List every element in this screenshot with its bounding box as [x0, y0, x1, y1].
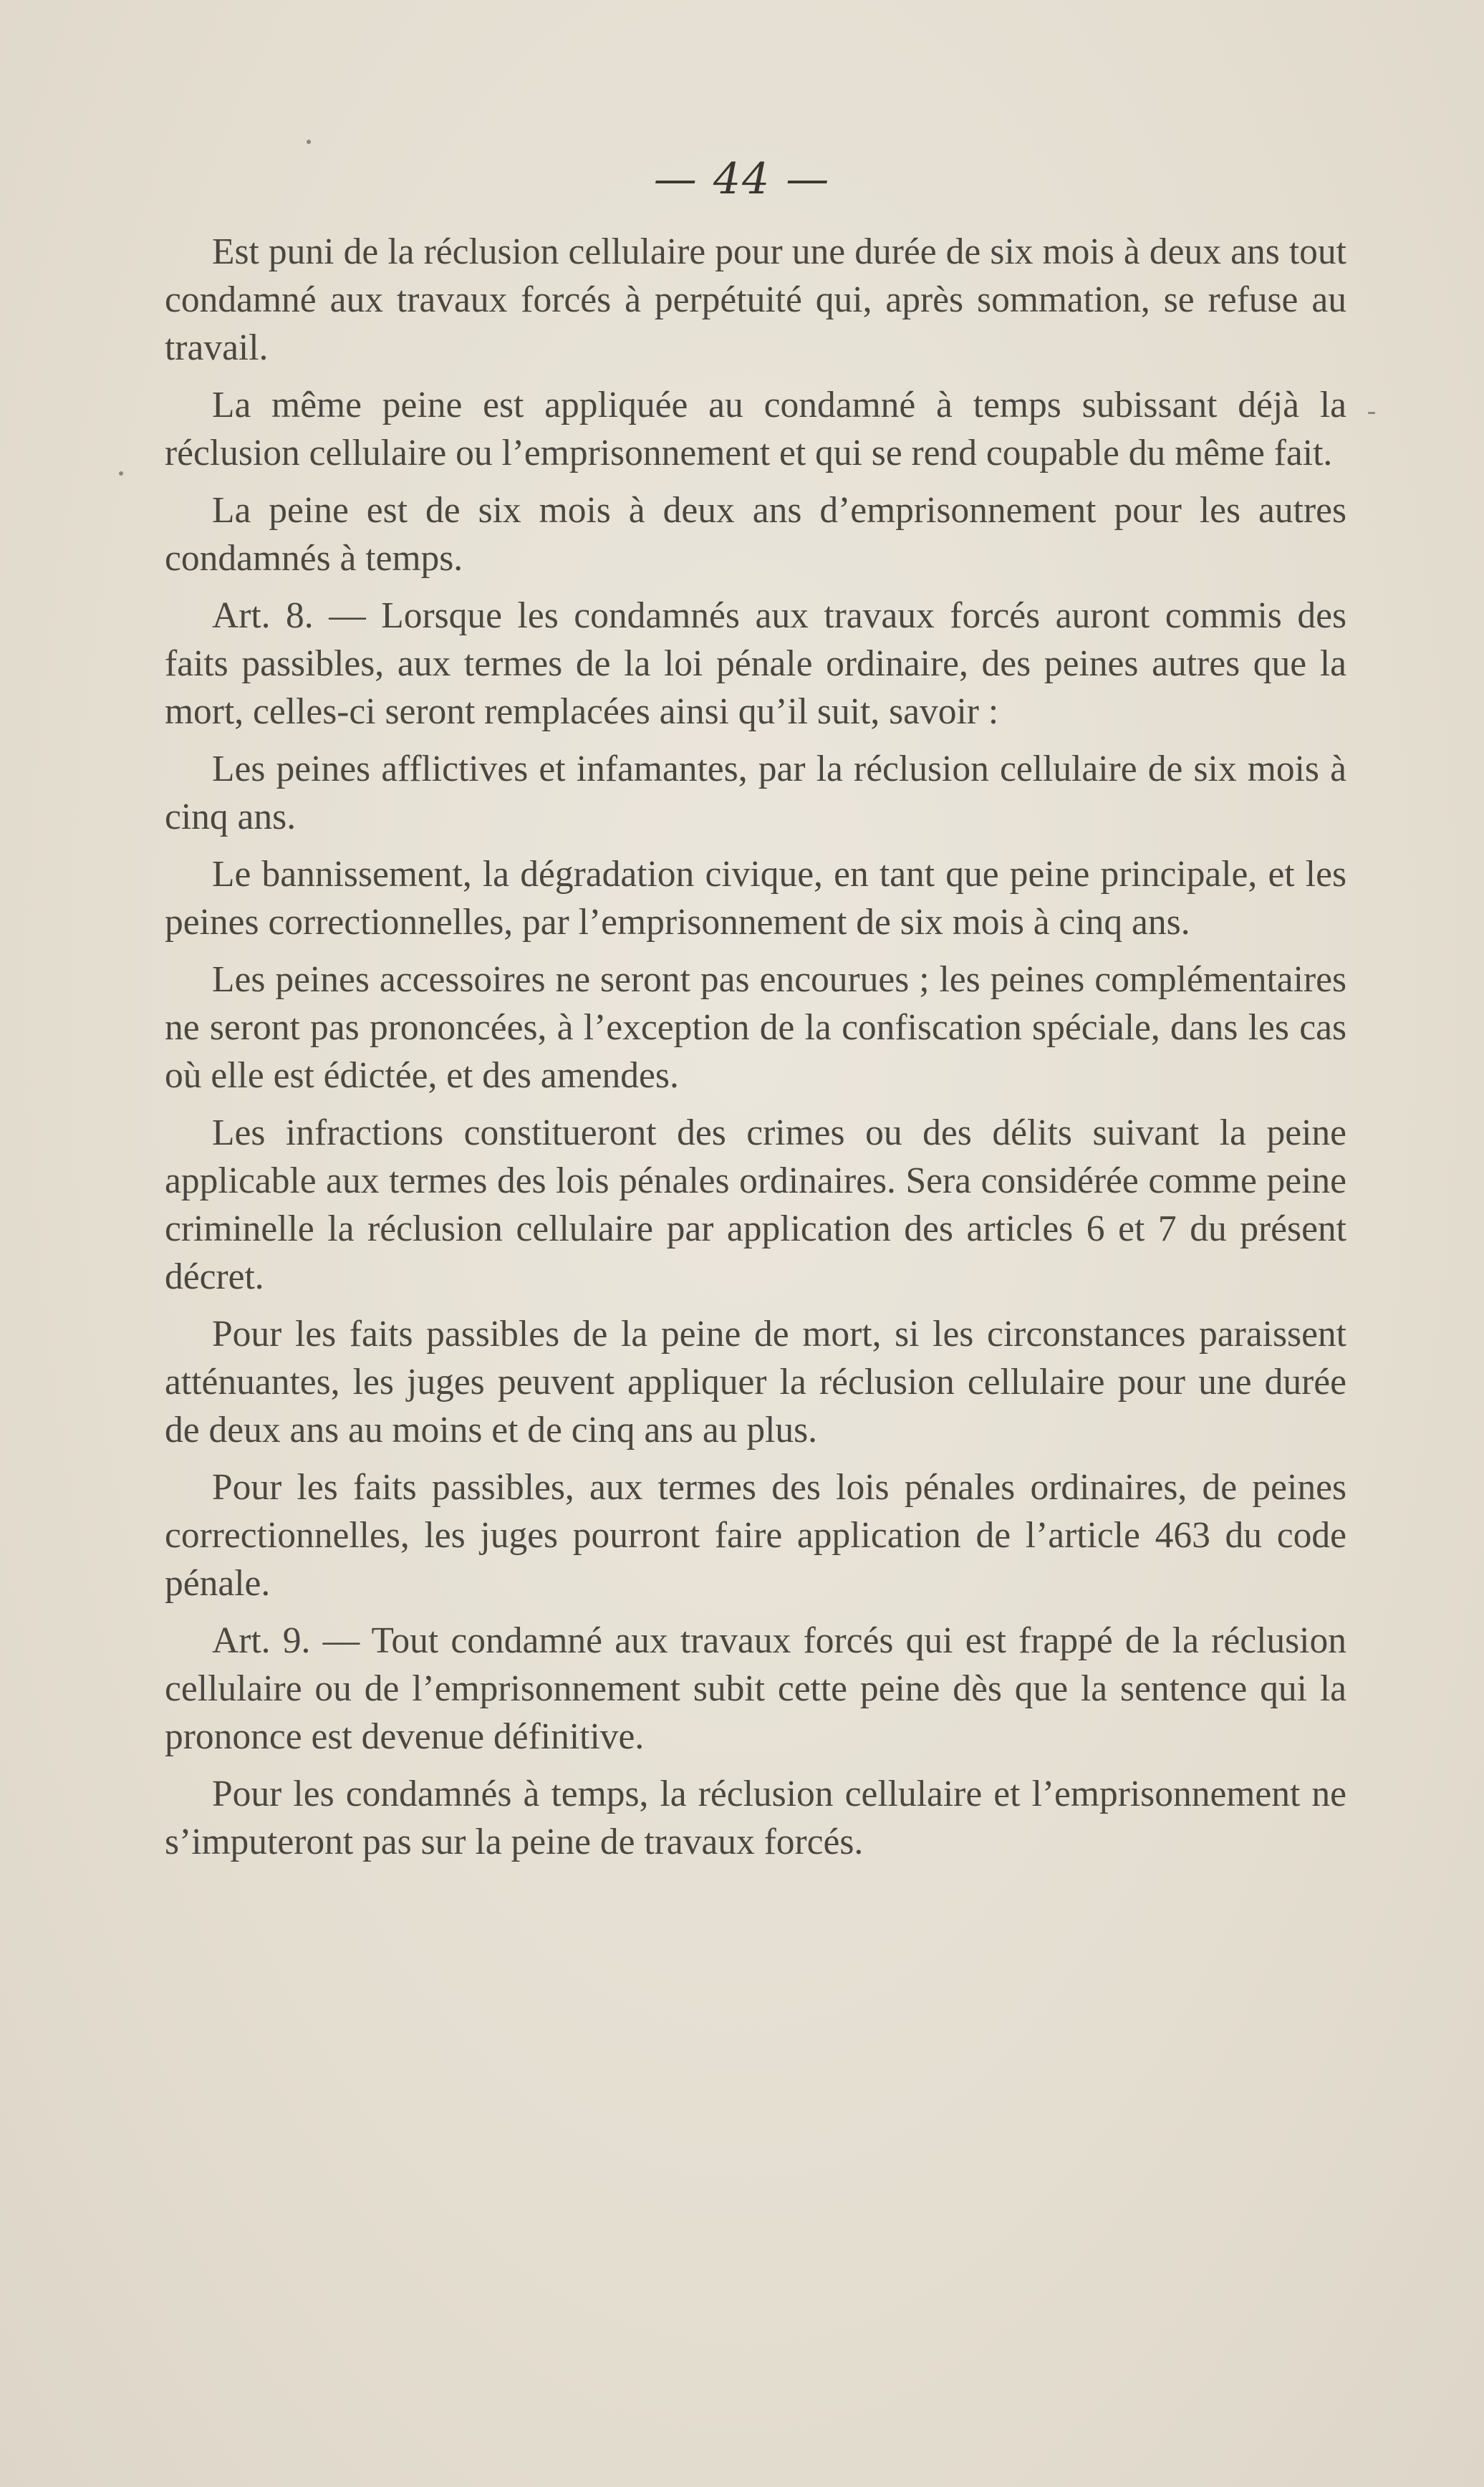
paragraph: Est puni de la réclusion cellulaire pour une durée de six mois à deux ans tout condamné aux travaux forcés à perpétuité qui, après sommation, se refuse au travail. — [165, 231, 1346, 368]
paragraph: Les peines accessoires ne seront pas encourues ; les peines complémentaires ne seront pas prononcées, à l’exception de la confiscation spéciale, dans les cas où elle est édictée, et des amendes. — [165, 959, 1346, 1096]
paragraph: Pour les faits passibles, aux termes des lois pénales ordinaires, de peines correctionnelles, les juges pourront faire application de l’article 463 du code pénale. — [165, 1467, 1346, 1604]
paragraph: Art. 9. — Tout condamné aux travaux forcés qui est frappé de la réclusion cellulaire ou de l’emprisonnement subit cette peine dès que la sentence qui la prononce est devenue définitive. — [165, 1620, 1346, 1757]
paragraph: Les peines afflictives et infamantes, par la réclusion cellulaire de six mois à cinq ans. — [165, 749, 1346, 837]
paragraph: Pour les faits passibles de la peine de mort, si les circonstances paraissent atténuantes, les juges peuvent appliquer la réclusion cellulaire pour une durée de deux ans au moins et de cinq ans au plus. — [165, 1314, 1346, 1451]
paragraph: Les infractions constitueront des crimes ou des délits suivant la peine applicable aux termes des lois pénales ordinaires. Sera considérée comme peine criminelle la réclusion cellulaire par application des articles 6 et 7 du présent décret. — [165, 1112, 1346, 1297]
paragraph: La même peine est appliquée au condamné à temps subissant déjà la réclusion cellulaire ou l’emprisonnement et qui se rend coupable du même fait. — [165, 385, 1346, 473]
body-text — [165, 228, 1346, 1875]
page-number: — 44 — — [653, 154, 831, 204]
speck-mark — [1368, 412, 1375, 414]
speck-mark — [307, 140, 311, 144]
speck-mark — [119, 471, 123, 476]
paragraph: Le bannissement, la dégradation civique, en tant que peine principale, et les peines correctionnelles, par l’emprisonnement de six mois à cinq ans. — [165, 854, 1346, 943]
paragraph: La peine est de six mois à deux ans d’emprisonnement pour les autres condamnés à temps. — [165, 490, 1346, 579]
paragraph: Art. 8. — Lorsque les condamnés aux travaux forcés auront commis des faits passibles, aux termes de la loi pénale ordinaire, des peines autres que la mort, celles-ci seront remplacées ainsi qu’il suit, savoir : — [165, 595, 1346, 732]
paragraph: Pour les condamnés à temps, la réclusion cellulaire et l’emprisonnement ne s’imputeront pas sur la peine de travaux forcés. — [165, 1774, 1346, 1862]
